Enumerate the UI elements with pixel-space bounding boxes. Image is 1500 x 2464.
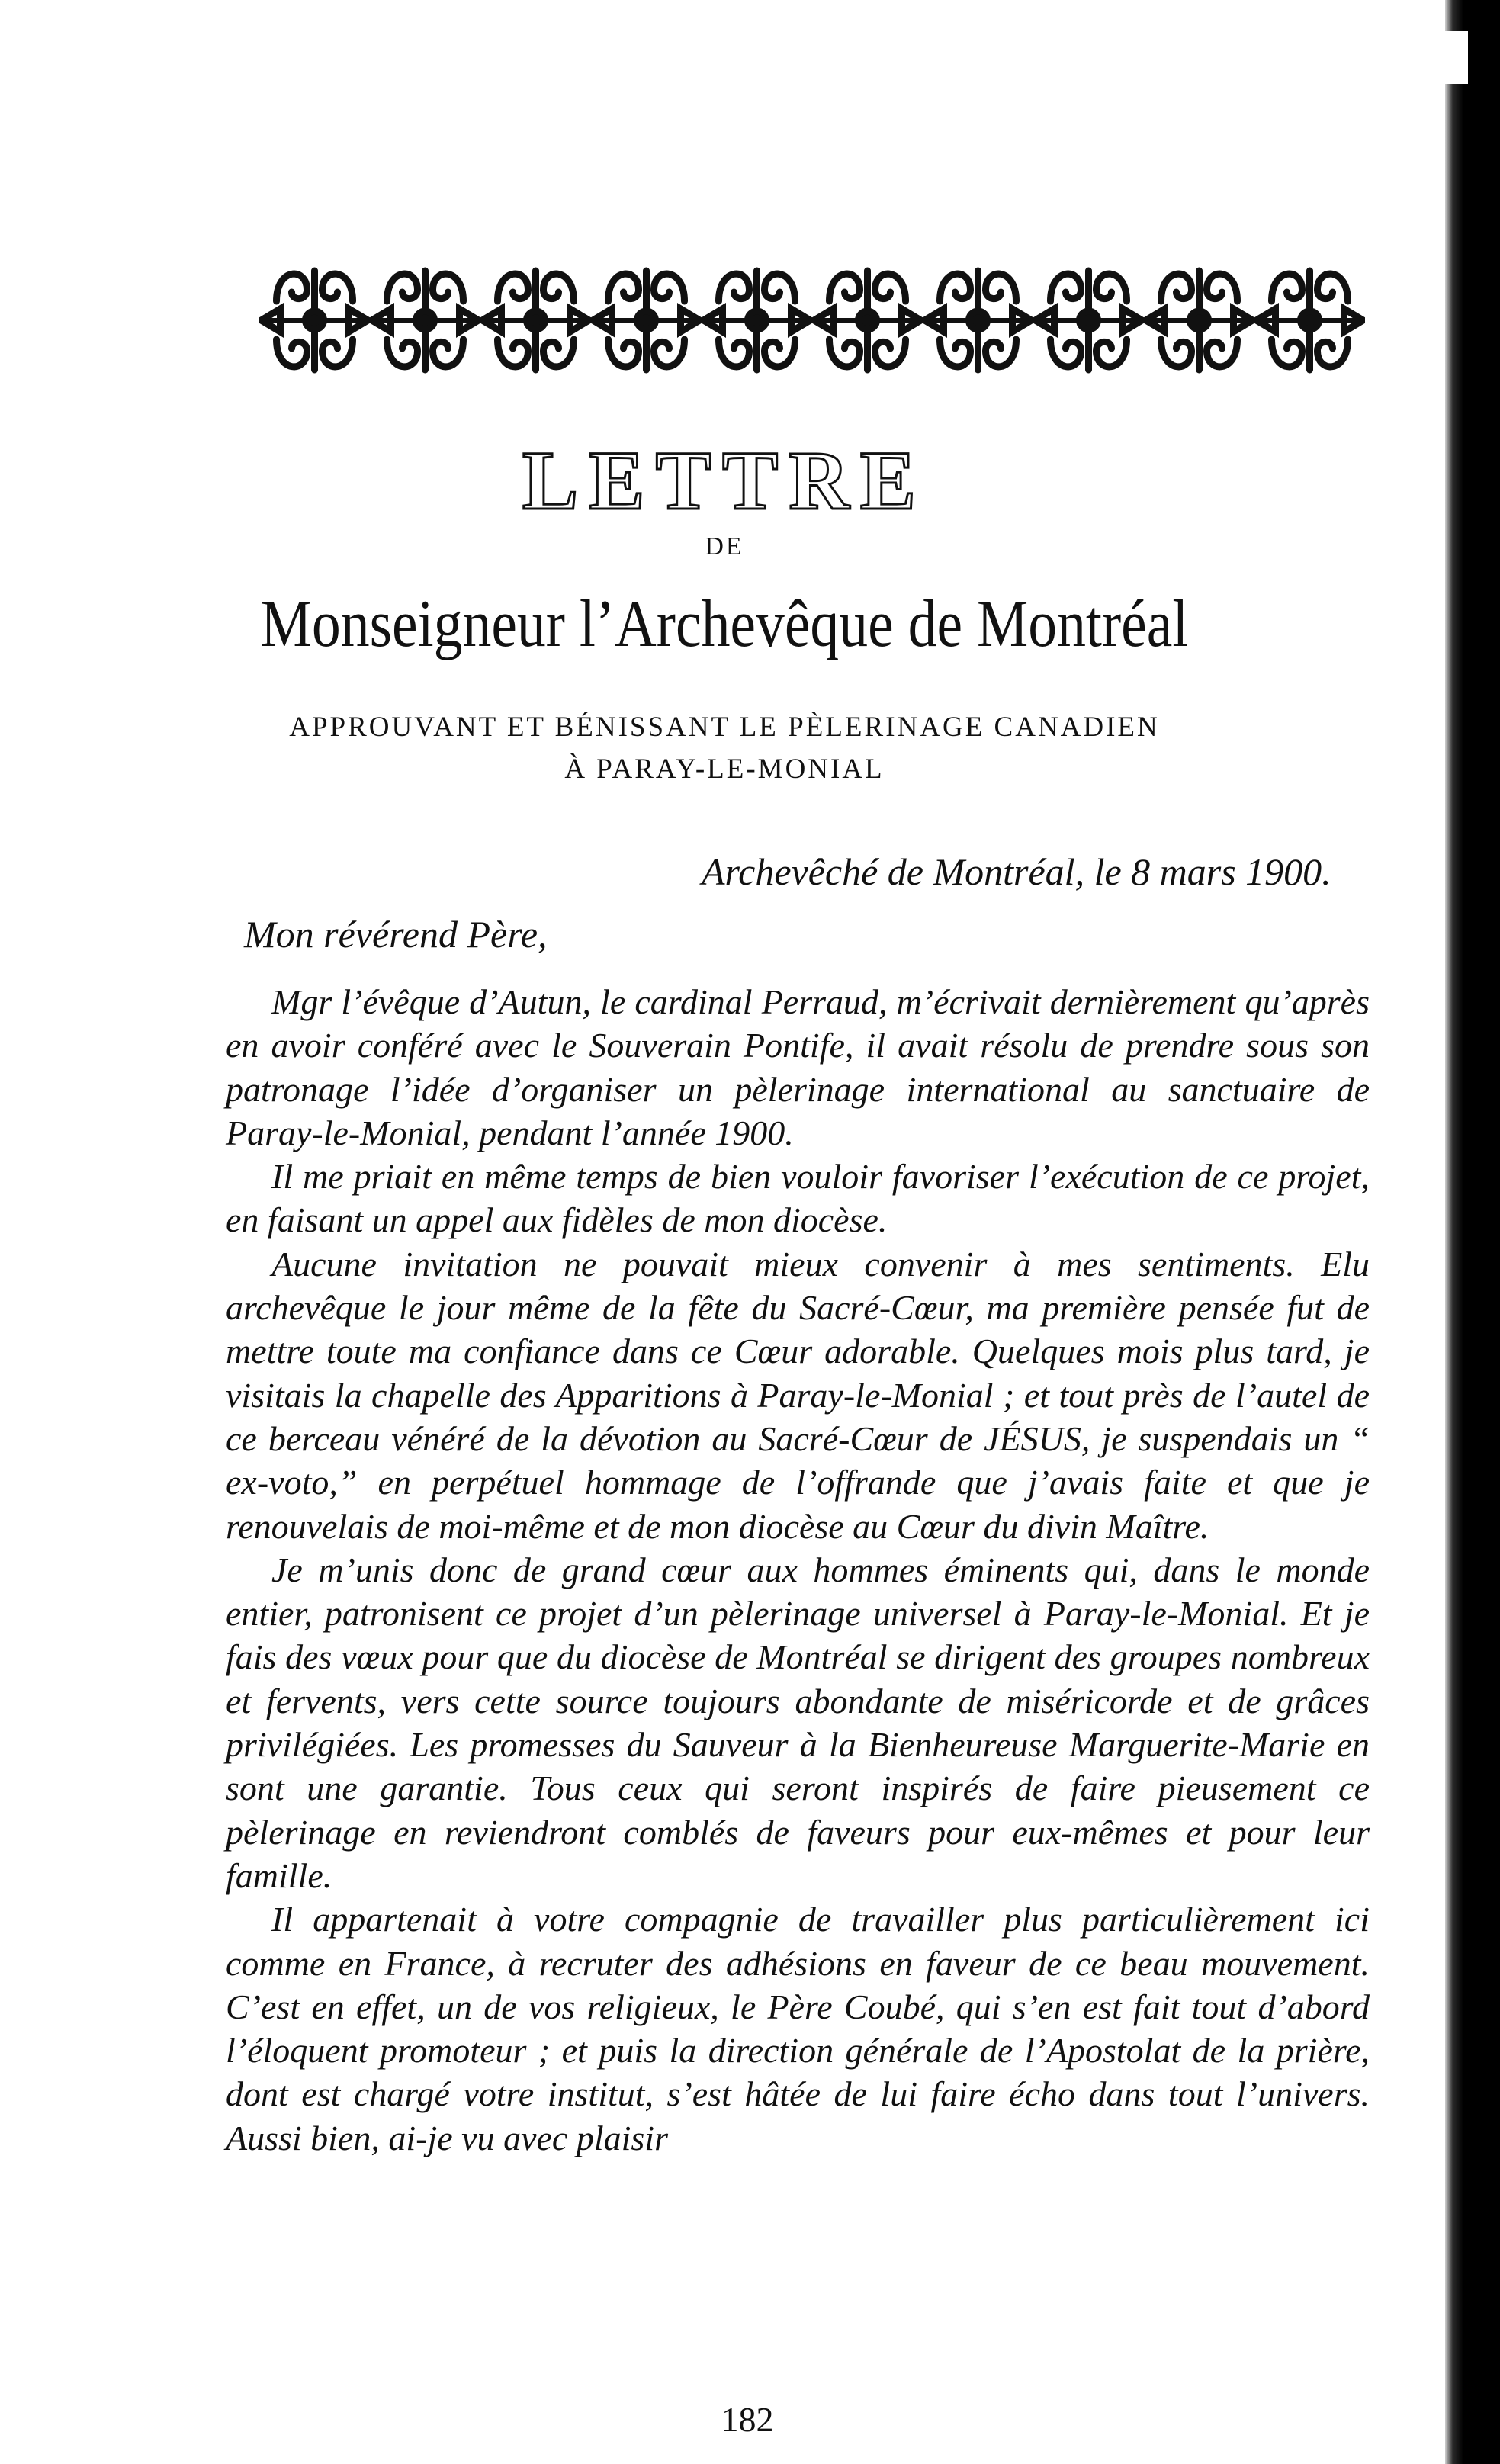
letter-body: [226, 980, 1370, 2160]
page-edge-shadow: [1445, 0, 1500, 2464]
document-subtitle-line-2: À PARAY-LE-MONIAL: [564, 753, 885, 785]
letter-place-date: Archevêché de Montréal, le 8 mars 1900.: [702, 850, 1331, 893]
page-number: 182: [721, 2400, 774, 2439]
document-main-title: Monseigneur l’Archevêque de Montréal: [260, 587, 1189, 661]
body-paragraph: Il appartenait à votre compagnie de travailler plus particulièrement ici comme en France, à recruter des adhésions en faveur de ce beau mouvement. C’est en effet, un de vos religieux, le Père Coubé, qui s’en est fait tout d’abord l’éloquent promoteur ; et puis la direction générale de l’Apostolat de la prière, dont est chargé votre institut, s’est hâtée de lui faire écho dans tout l’univers. Aussi bien, ai-je vu avec plaisir: [226, 1900, 1370, 2157]
body-paragraph: Aucune invitation ne pouvait mieux convenir à mes sentiments. Elu archevêque le jour même de la fête du Sacré-Cœur, ma première pensée fut de mettre toute ma confiance dans ce Cœur adorable. Quelques mois plus tard, je visitais la chapelle des Apparitions à Paray-le-Monial ; et tout près de l’autel de ce berceau vénéré de la dévotion au Sacré-Cœur de JÉSUS, je suspendais un “ ex-voto,” en perpétuel hommage de l’offrande que j’avais faite et que je renouvelais de moi-même et de mon diocèse au Cœur du divin Maître.: [226, 1244, 1370, 1546]
document-subtitle-line-1: APPROUVANT ET BÉNISSANT LE PÈLERINAGE CANADIEN: [289, 712, 1160, 743]
decorative-ornament-band: [259, 255, 1365, 385]
heading-preposition: DE: [705, 532, 744, 561]
body-paragraph: Il me priait en même temps de bien vouloir favoriser l’exécution de ce projet, en faisant un appel aux fidèles de mon diocèse.: [226, 1157, 1370, 1240]
letter-salutation: Mon révérend Père,: [244, 913, 548, 956]
body-paragraph: Mgr l’évêque d’Autun, le cardinal Perraud, m’écrivait dernièrement qu’après en avoir conféré avec le Souverain Pontife, il avait résolu de prendre sous son patronage l’idée d’organiser un pèlerinage international au sanctuaire de Paray-le-Monial, pendant l’année 1900.: [226, 982, 1370, 1152]
document-heading-lettre: LETTRE: [522, 434, 927, 527]
body-paragraph: Je m’unis donc de grand cœur aux hommes éminents qui, dans le monde entier, patronisent ce projet d’un pèlerinage universel à Paray-le-Monial. Et je fais des vœux pour que du diocèse de Montréal se dirigent des groupes nombreux et fervents, vers cette source toujours abondante de miséricorde et de grâces privilégiées. Les promesses du Sauveur à la Bienheureuse Marguerite-Marie en sont une garantie. Tous ceux qui seront inspirés de faire pieusement ce pèlerinage en reviendront comblés de faveurs pour eux-mêmes et pour leur famille.: [226, 1550, 1370, 1895]
